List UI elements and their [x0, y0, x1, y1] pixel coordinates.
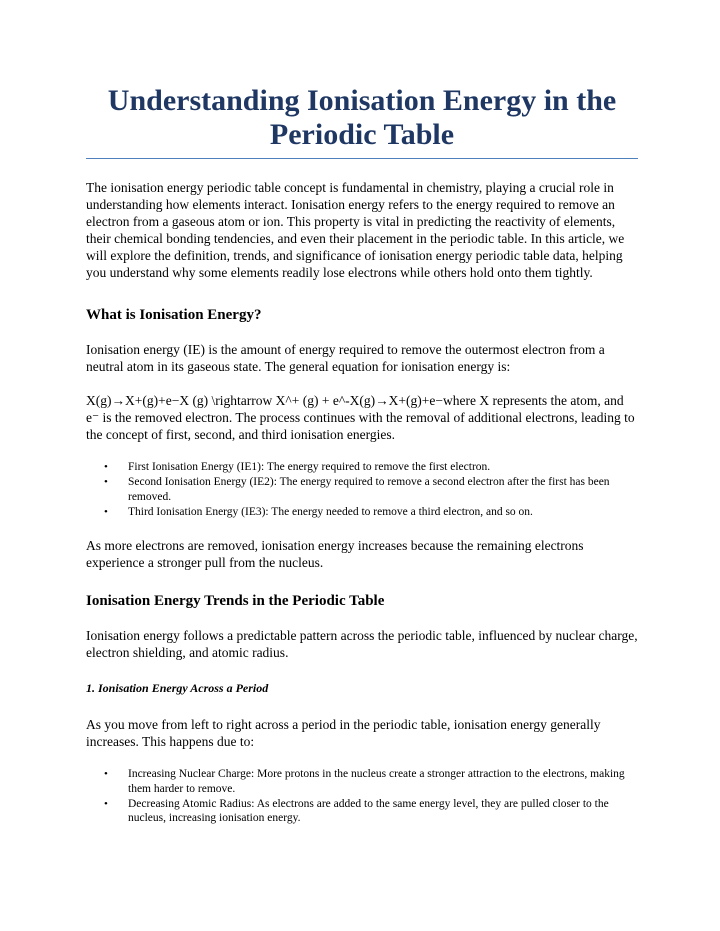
trends-intro-paragraph: Ionisation energy follows a predictable pattern across the periodic table, influenced by nuclear charge, electron shielding, and atomic radius.: [86, 628, 638, 660]
bullet-icon: •: [104, 505, 108, 518]
page-title: Understanding Ionisation Energy in the Periodic Table: [86, 84, 638, 159]
list-item-text: Increasing Nuclear Charge: More protons in the nucleus create a stronger attraction to the electrons, making them harder to remove.: [128, 768, 625, 795]
equation-paragraph: X(g)→X+(g)+e−X (g) \rightarrow X^+ (g) + e^-X(g)→X+(g)+e−where X represents the atom, and e⁻ is the removed electron. The process continues with the removal of additional electrons, leading to the concept of first, second, and third ionisation energies.: [86, 393, 635, 442]
list-item: [86, 505, 638, 520]
ionisation-levels-list: [86, 460, 638, 519]
across-period-reasons-list: [86, 767, 638, 826]
list-item-text: Decreasing Atomic Radius: As electrons are added to the same energy level, they are pulled closer to the nucleus, increasing ionisation energy.: [128, 797, 609, 824]
document-page: [86, 84, 638, 826]
list-item: [86, 460, 638, 475]
electron-removal-paragraph: As more electrons are removed, ionisation energy increases because the remaining electrons experience a stronger pull from the nucleus.: [86, 538, 584, 570]
bullet-icon: •: [104, 797, 108, 810]
list-item-text: Second Ionisation Energy (IE2): The energy required to remove a second electron after the first has been removed.: [128, 476, 610, 503]
bullet-icon: •: [104, 768, 108, 780]
section-heading-trends: Ionisation Energy Trends in the Periodic Table: [86, 593, 385, 609]
list-item-text: Third Ionisation Energy (IE3): The energy needed to remove a third electron, and so on.: [128, 505, 533, 518]
list-item-text: First Ionisation Energy (IE1): The energy required to remove the first electron.: [128, 461, 491, 473]
section-heading-what-is-ionisation-energy: What is Ionisation Energy?: [86, 307, 262, 323]
list-item: [86, 475, 638, 504]
bullet-icon: •: [104, 476, 108, 488]
definition-paragraph: Ionisation energy (IE) is the amount of energy required to remove the outermost electron from a neutral atom in its gaseous state. The general equation for ionisation energy is:: [86, 342, 605, 374]
bullet-icon: •: [104, 461, 108, 473]
intro-paragraph: The ionisation energy periodic table concept is fundamental in chemistry, playing a crucial role in understanding how elements interact. Ionisation energy refers to the energy required to remove an electron from a gaseous atom or ion. This property is vital in predicting the reactivity of elements, their chemical bonding tendencies, and even their placement in the periodic table. In this article, we will explore the definition, trends, and significance of ionisation energy periodic table data, helping you understand why some elements readily lose electrons while others hold onto them tightly.: [86, 180, 625, 280]
list-item: [86, 797, 638, 826]
subheading-across-period: 1. Ionisation Energy Across a Period: [86, 681, 269, 695]
list-item: [86, 767, 638, 796]
across-period-paragraph: As you move from left to right across a period in the periodic table, ionisation energy generally increases. This happens due to:: [86, 717, 601, 749]
